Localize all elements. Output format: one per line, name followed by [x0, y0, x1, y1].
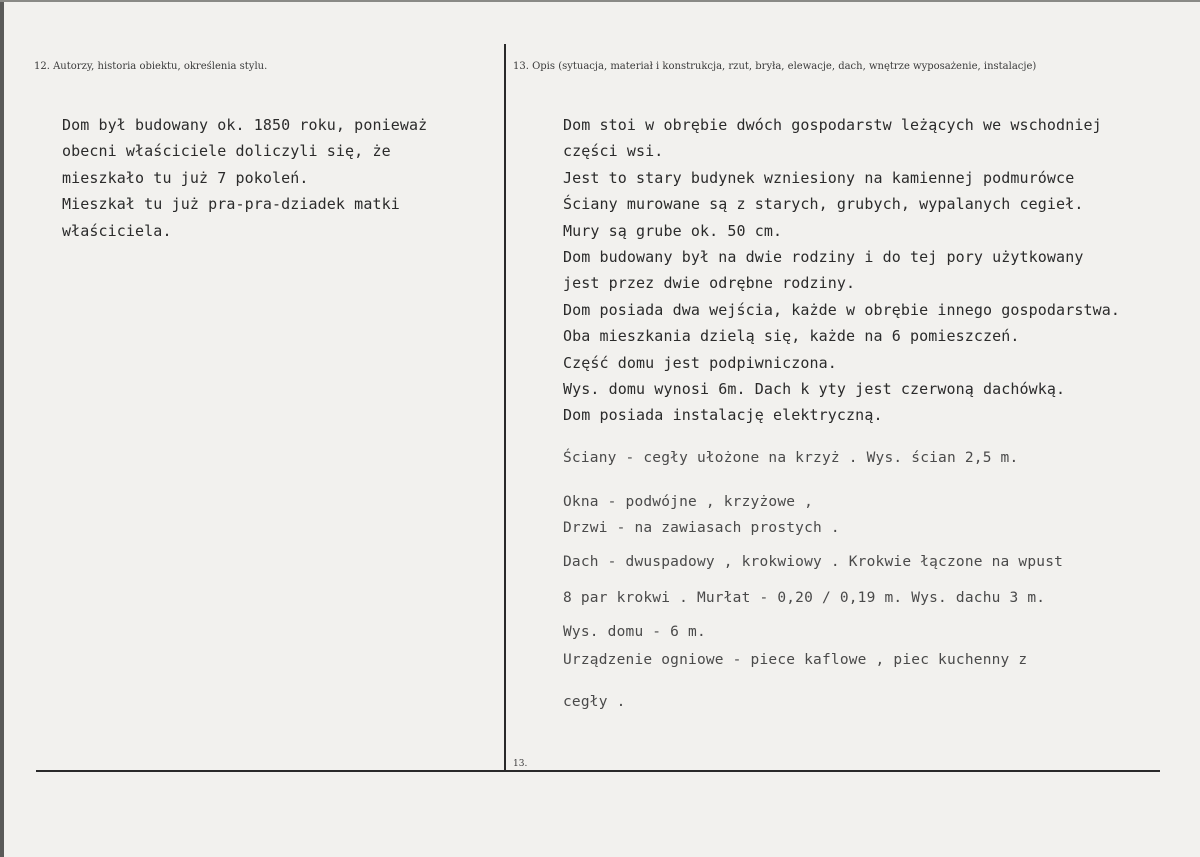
bottom-rule — [36, 770, 1160, 772]
description-line: Dom posiada instalację elektryczną. — [563, 406, 883, 425]
history-line: właściciela. — [62, 221, 172, 240]
description-line: Ściany murowane są z starych, grubych, wypalanych cegieł. — [563, 195, 1084, 214]
history-line: Mieszkał tu już pra-pra-dziadek matki — [62, 195, 400, 214]
section-13-heading: 13. Opis (sytuacja, materiał i konstrukcja, rzut, bryła, elewacje, dach, wnętrze wyposażenie, instalacje) — [513, 61, 1037, 72]
construction-line: Ściany - cegły ułożone na krzyż . Wys. ścian 2,5 m. — [563, 450, 1019, 466]
construction-line: cegły . — [563, 694, 626, 710]
description-line: Dom stoi w obrębie dwóch gospodarstw leżących we wschodniej — [563, 116, 1102, 134]
construction-line: Urządzenie ogniowe - piece kaflowe , piec kuchenny z — [563, 652, 1028, 668]
description-line: Jest to stary budynek wzniesiony na kamiennej podmurówce — [563, 168, 1075, 187]
construction-line: Dach - dwuspadowy , krokwiowy . Krokwie łączone na wpust — [563, 554, 1064, 570]
description-line: części wsi. — [563, 142, 664, 161]
history-text-block — [62, 112, 502, 244]
page-edge-top — [0, 0, 1200, 2]
column-divider — [504, 44, 506, 770]
description-line: Wys. domu wynosi 6m. Dach k yty jest czerwoną dachówką. — [563, 379, 1066, 398]
construction-line: Wys. domu - 6 m. — [563, 624, 706, 640]
footer-section-number: 13. — [513, 759, 528, 769]
construction-line: Okna - podwójne , krzyżowe , — [563, 494, 814, 510]
history-line: Dom był budowany ok. 1850 roku, ponieważ — [62, 116, 428, 134]
history-line: obecni właściciele doliczyli się, że — [62, 142, 391, 161]
history-line: mieszkało tu już 7 pokoleń. — [62, 168, 309, 187]
description-line: jest przez dwie odrębne rodziny. — [563, 274, 856, 293]
description-text-block — [563, 112, 1195, 429]
description-line: Oba mieszkania dzielą się, każde na 6 pomieszczeń. — [563, 327, 1020, 346]
section-12-heading: 12. Autorzy, historia obiektu, określenia stylu. — [34, 61, 268, 72]
page-edge-left — [0, 0, 4, 857]
description-line: Część domu jest podpiwniczona. — [563, 353, 837, 372]
description-line: Dom posiada dwa wejścia, każde w obrębie innego gospodarstwa. — [563, 300, 1120, 319]
construction-line: Drzwi - na zawiasach prostych . — [563, 520, 840, 536]
construction-line: 8 par krokwi . Murłat - 0,20 / 0,19 m. Wys. dachu 3 m. — [563, 590, 1046, 606]
description-line: Mury są grube ok. 50 cm. — [563, 221, 783, 240]
description-line: Dom budowany był na dwie rodziny i do tej pory użytkowany — [563, 247, 1084, 266]
